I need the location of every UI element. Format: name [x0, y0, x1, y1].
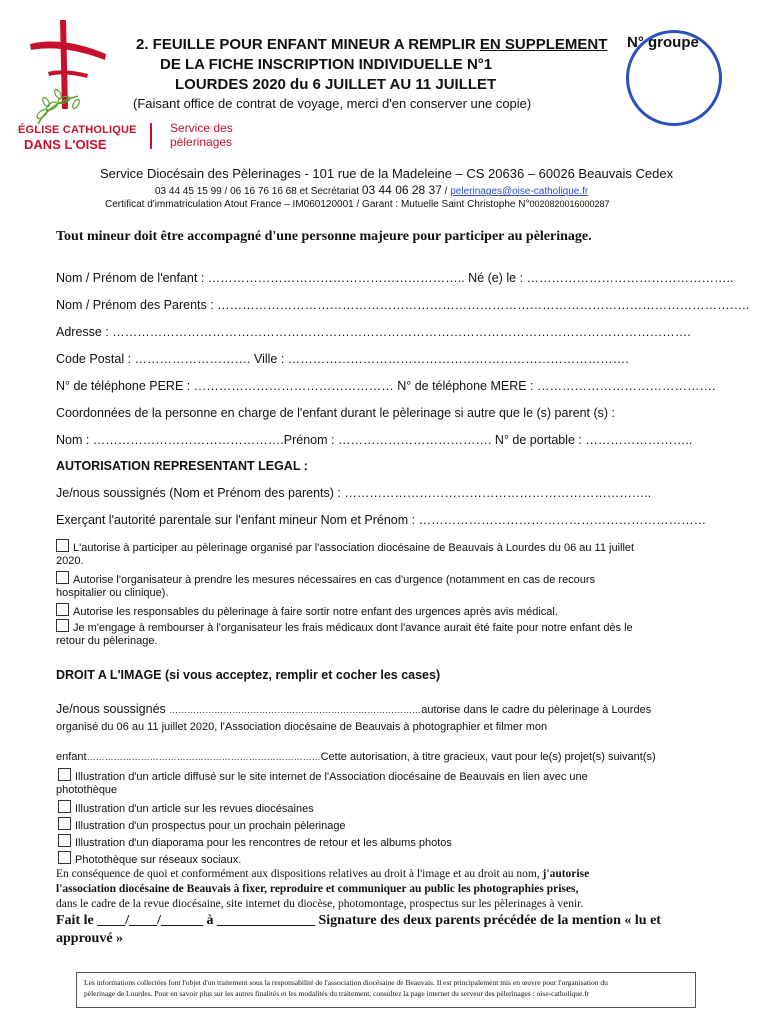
option-social[interactable]: Photothèque sur réseaux sociaux. — [58, 851, 241, 866]
postal-city-field[interactable]: Code Postal : ………………………. Ville : ………………………………………………………………………. — [56, 352, 629, 366]
option-reviews[interactable]: Illustration d'un article sur les revues diocésaines — [58, 800, 314, 815]
option-website-cont: photothèque — [56, 784, 118, 796]
option-prospectus[interactable]: Illustration d'un prospectus pour un prochain pèlerinage — [58, 817, 346, 832]
title-line2: DE LA FICHE INSCRIPTION INDIVIDUELLE N°1 — [160, 56, 493, 73]
consent-emergency[interactable]: Autorise l'organisateur à prendre les mesures nécessaires en cas d'urgence (notamment en cas de recours — [56, 571, 595, 586]
title-line3: LOURDES 2020 du 6 JUILLET AU 11 JUILLET — [175, 76, 497, 93]
logo-separator — [150, 123, 152, 149]
image-organiser-text: organisé du 06 au 11 juillet 2020, l'Association diocésaine de Beauvais à photographier et filmer mon — [56, 721, 548, 733]
consent-reimburse[interactable]: Je m'engage à rembourser à l'organisateur les frais médicaux dont l'avance aurait été faite pour notre enfant dès le — [56, 619, 633, 634]
image-signatory-field[interactable]: Je/nous soussignés …………………………………………………………………………autorise dans le cadre du pèlerinage à Lourdes — [56, 702, 652, 716]
auth-title: AUTORISATION REPRESENTANT LEGAL : — [56, 459, 308, 473]
consent-emergency-cont: hospitalier ou clinique). — [56, 587, 169, 599]
email-link[interactable]: pelerinages@oise-catholique.fr — [450, 186, 589, 197]
logo-service — [170, 121, 233, 149]
group-number-label: N° groupe — [627, 34, 699, 51]
consent-participation-cont: 2020. — [56, 555, 84, 567]
phone-fields[interactable]: N° de téléphone PERE : ………………………………………… N° de téléphone MERE : ……………………………………. — [56, 379, 716, 393]
consequence-text-3: dans le cadre de la revue diocésaine, site internet du diocèse, photomontage, prospectus sur les pèlerinages à venir. — [56, 898, 584, 910]
logo-service-line1: Service des — [170, 121, 233, 135]
checkbox[interactable] — [58, 768, 71, 781]
signature-line-cont: approuvé » — [56, 931, 124, 946]
parents-name-field[interactable]: Nom / Prénom des Parents : ……………………………………………………………………………………………………………….. — [56, 298, 750, 312]
child-name-field[interactable]: Nom / Prénom de l'enfant : …………………………………………………….. Né (e) le : ………………………………………….. — [56, 271, 734, 285]
option-website[interactable]: Illustration d'un article diffusé sur le site internet de l'Association diocésaine de Beauvais en lien avec une — [58, 768, 588, 783]
consequence-text-2: l'association diocésaine de Beauvais à fixer, reproduire et communiquer au public les photographies prises, — [56, 883, 579, 895]
consequence-text-1: En conséquence de quoi et conformément aux dispositions relatives au droit à l'image et au droit au nom, j'autorise — [56, 868, 590, 880]
logo-line1: ÉGLISE CATHOLIQUE — [18, 124, 137, 136]
address-field[interactable]: Adresse : …………………………………………………………………………………………………………………………. — [56, 325, 691, 339]
checkbox[interactable] — [58, 851, 71, 864]
parents-signatory-field[interactable]: Je/nous soussignés (Nom et Prénom des parents) : ……………………………………………………………….. — [56, 486, 652, 500]
checkbox[interactable] — [58, 834, 71, 847]
child-authority-field[interactable]: Exerçant l'autorité parentale sur l'enfant mineur Nom et Prénom : …………………………………………………………… — [56, 513, 707, 527]
title-line1: 2. FEUILLE POUR ENFANT MINEUR A REMPLIR EN SUPPLEMENT — [136, 36, 608, 53]
checkbox[interactable] — [56, 603, 69, 616]
phone-line: 03 44 45 15 99 / 06 16 76 16 68 et Secrétariat 03 44 06 28 37 / pelerinages@oise-catholique.fr — [155, 183, 589, 197]
logo-service-line2: pèlerinages — [170, 135, 233, 149]
logo-line2: DANS L'OISE — [24, 137, 107, 152]
consent-participation[interactable]: L'autorise à participer au pèlerinage organisé par l'association diocésaine de Beauvais à Lourdes du 06 au 11 juillet — [56, 539, 634, 554]
guardian-instructions: Coordonnées de la personne en charge de l'enfant durant le pèlerinage si autre que le (s) parent (s) : — [56, 406, 615, 420]
option-slideshow[interactable]: Illustration d'un diaporama pour les rencontres de retour et les albums photos — [58, 834, 452, 849]
certificate-line: Certificat d'immatriculation Atout France – IM060120001 / Garant : Mutuelle Saint Christophe N°0020820016000287 — [105, 199, 610, 210]
checkbox[interactable] — [56, 571, 69, 584]
service-address: Service Diocésain des Pèlerinages - 101 rue de la Madeleine – CS 20636 – 60026 Beauvais Cedex — [100, 166, 674, 181]
checkbox[interactable] — [56, 539, 69, 552]
image-child-field[interactable]: enfant……………………………………………………………………Cette autorisation, à titre gracieux, vaut pour le(s) projet(s) suivant(s) — [56, 751, 656, 763]
group-number-circle[interactable] — [626, 30, 722, 126]
checkbox[interactable] — [58, 800, 71, 813]
image-rights-title: DROIT A L'IMAGE (si vous acceptez, remplir et cocher les cases) — [56, 668, 441, 682]
consent-discharge[interactable]: Autorise les responsables du pèlerinage à faire sortir notre enfant des urgences après avis médical. — [56, 603, 558, 618]
subtitle: (Faisant office de contrat de voyage, merci d'en conserver une copie) — [133, 96, 532, 111]
signature-line[interactable]: Fait le ____/____/______ à ______________ Signature des deux parents précédée de la mention « lu et — [56, 913, 661, 928]
checkbox[interactable] — [58, 817, 71, 830]
footer-line2: pèlerinage de Lourdes. Pour en savoir plus sur les autres finalités et les modalités du traitement, consultez la page internet du serveur des pèlerinages : oise-catholique.fr — [84, 989, 590, 998]
footer-line1: Les informations collectées font l'objet d'un traitement sous la responsabilité de l'association diocésaine de Beauvais. Il est principalement mis en œuvre pour l'organisation du — [84, 978, 608, 987]
form-heading: Tout mineur doit être accompagné d'une personne majeure pour participer au pèlerinage. — [56, 229, 592, 244]
guardian-fields[interactable]: Nom : ……………………………………….Prénom : ………………………………. N° de portable : …………………….. — [56, 433, 693, 447]
consent-reimburse-cont: retour du pèlerinage. — [56, 635, 158, 647]
checkbox[interactable] — [56, 619, 69, 632]
